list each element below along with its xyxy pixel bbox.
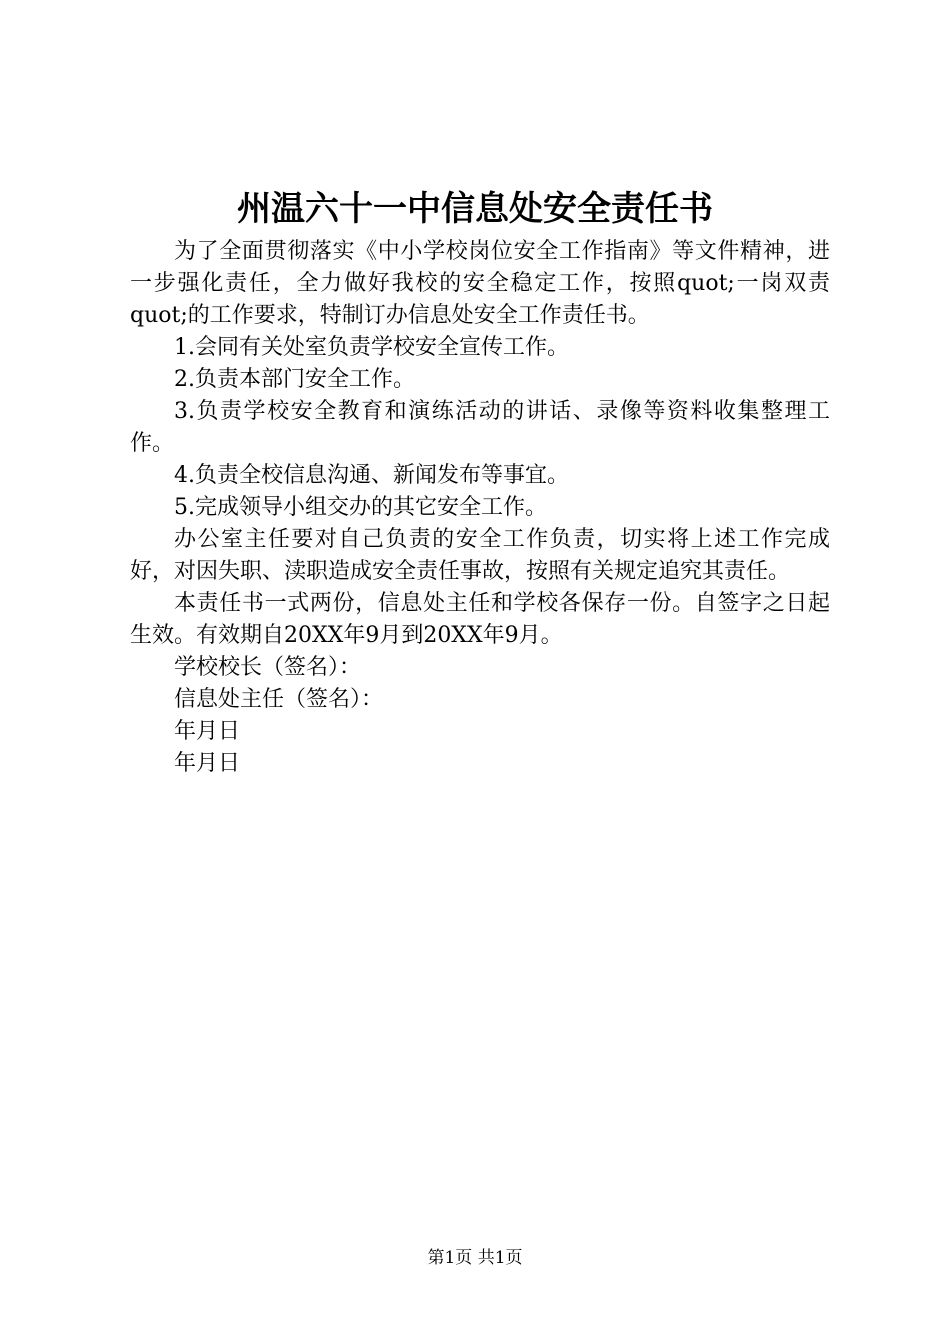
director-signature-line: 信息处主任（签名）： [174, 687, 384, 712]
duty-item-2: 2.负责本部门安全工作。 [174, 367, 415, 392]
duty-item-1: 1.会同有关处室负责学校安全宣传工作。 [174, 335, 569, 360]
validity-paragraph: 本责任书一式两份，信息处主任和学校各保存一份。自签字之日起生效。有效期自20XX年9月到20XX年9月。 [130, 591, 830, 648]
intro-paragraph: 为了全面贯彻落实《中小学校岗位安全工作指南》等文件精神，进一步强化责任，全力做好我校的安全稳定工作，按照quot;一岗双责quot;的工作要求，特制订办信息处安全工作责任书。 [130, 239, 830, 328]
duty-item-4: 4.负责全校信息沟通、新闻发布等事宜。 [174, 463, 569, 488]
duty-item-3: 3.负责学校安全教育和演练活动的讲话、录像等资料收集整理工作。 [130, 399, 830, 456]
principal-signature-line: 学校校长（签名）： [174, 655, 362, 680]
document-body [130, 236, 830, 780]
date-line-2: 年月日 [174, 751, 241, 776]
document-title: 州温六十一中信息处安全责任书 [237, 189, 713, 229]
duty-item-5: 5.完成领导小组交办的其它安全工作。 [174, 495, 547, 520]
date-line-1: 年月日 [174, 719, 241, 744]
responsibility-paragraph: 办公室主任要对自己负责的安全工作负责，切实将上述工作完成好，对因失职、渎职造成安全责任事故，按照有关规定追究其责任。 [130, 527, 830, 584]
page-footer: 第1页 共1页 [427, 1248, 523, 1268]
